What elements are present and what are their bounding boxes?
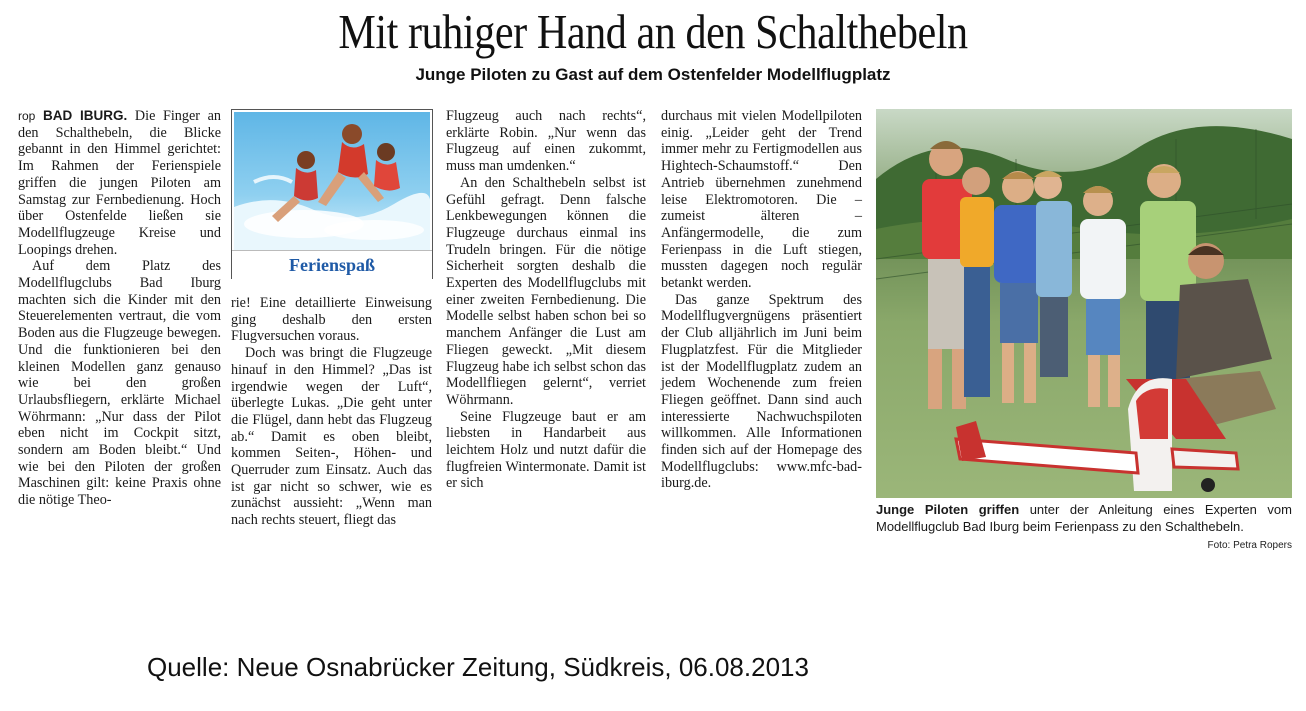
ferienspass-label: Ferienspaß [232, 250, 432, 279]
article-column-2 [231, 295, 432, 529]
ferienspass-box [231, 109, 433, 279]
article-column-3 [446, 108, 646, 492]
photo-caption [876, 501, 1292, 535]
caption-text: unter der Anleitung eines Experten vom Modellflugclub Bad Iburg beim Ferienpass zu den Schalthebeln. [876, 502, 1292, 534]
paragraph: Flugzeug auch nach rechts“, erklärte Robin. „Nur wenn das Flugzeug auf einen zukommt, muss man umdenken.“ [446, 108, 646, 175]
source-line: Quelle: Neue Osnabrücker Zeitung, Südkreis, 06.08.2013 [147, 652, 809, 682]
article-column-1 [18, 108, 221, 509]
headline: Mit ruhiger Hand an den Schalthebeln [338, 4, 968, 59]
dateline-city: BAD IBURG. [42, 108, 128, 123]
paragraph: Auf dem Platz des Modellflugclubs Bad Iburg machten sich die Kinder mit den Steuerelementen vertraut, die vom Boden aus die Flugzeuge bewegen. Und die funktionieren bei den kleinen Modellen ganz genauso wie bei den großen Urlaubsfliegern, erklärte Michael Wöhrmann: „Nur dass der Pilot eben nicht im Cockpit sitzt, sondern am Boden bleibt.“ Und wie bei den Piloten der großen Maschinen gilt: keine Praxis ohne die nötige Theo- [18, 258, 221, 509]
pilots-photo [876, 109, 1292, 498]
children-splashing-image [234, 112, 430, 250]
paragraph: An den Schalthebeln selbst ist Gefühl gefragt. Denn falsche Lenkbewegungen können die Flugzeuge durchaus einmal ins Trudeln bringen. Für die nötige Sicherheit sorgten deshalb die Experten des Modellflugclubs mit einer zweiten Fernbedienung. Die Modelle selbst haben schon bei so manchem Anfänger die Lust am Fliegen geweckt. „Mit diesem Flugzeug habe ich selbst schon das Modellfliegen gelernt“, verriet Wöhrmann. [446, 174, 646, 408]
dateline-author: rop [18, 109, 36, 123]
paragraph-text: Die Finger an den Schalthebeln, die Blicke gebannt in den Himmel gerichtet: Im Rahmen der Ferienspiele griffen die jungen Piloten am Samstag zur Fernbedienung. Hoch über Ostenfelde ließen sie Modellflugzeuge Kreise und Loopings drehen. [18, 108, 222, 258]
caption-lead: Junge Piloten griffen [876, 502, 1020, 517]
paragraph: Seine Flugzeuge baut er am liebsten in Handarbeit aus leichtem Holz und nutzt dafür die flugfreien Wintermonate. Damit ist er sich [446, 408, 646, 492]
paragraph: durchaus mit vielen Modellpiloten einig. „Leider geht der Trend immer mehr zu Fertigmodellen aus Hightech-Schaumstoff.“ Den Antrieb übernehmen zunehmend leise Elektromotoren. Die – zumeist älteren – Anfängermodelle, die zum Ferienpass in die Luft stiegen, mussten dagegen noch regulär betankt werden. [661, 108, 862, 292]
lead-paragraph [18, 108, 221, 258]
paragraph: rie! Eine detaillierte Einweisung ging deshalb den ersten Flugversuchen voraus. [231, 295, 432, 345]
article-column-4 [661, 108, 862, 492]
subheadline: Junge Piloten zu Gast auf dem Ostenfelder Modellflugplatz [415, 65, 891, 84]
paragraph: Das ganze Spektrum des Modellflugvergnügens präsentiert der Club alljährlich im Juni beim Flugplatzfest. Für die Mitglieder ist der Modellflugplatz zudem an jedem Wochenende zum freien Fliegen geöffnet. Dann sind auch interessierte Nachwuchspiloten willkommen. Alle Informationen finden sich auf der Homepage des Modellflugclubs: www.mfc-bad-iburg.de. [661, 291, 862, 492]
paragraph: Doch was bringt die Flugzeuge hinauf in den Himmel? „Das ist irgendwie wegen der Luft“, überlegte Lukas. „Die geht unter die Flügel, dann hebt das Flugzeug ab.“ Damit es oben bleibt, kommen Seiten-, Höhen- und Querruder zum Einsatz. Auch das ist gar nicht so schwer, wie es zunächst aussieht: „Wenn man nach rechts steuert, fliegt das [231, 345, 432, 529]
photo-credit: Foto: Petra Ropers [1207, 540, 1292, 551]
